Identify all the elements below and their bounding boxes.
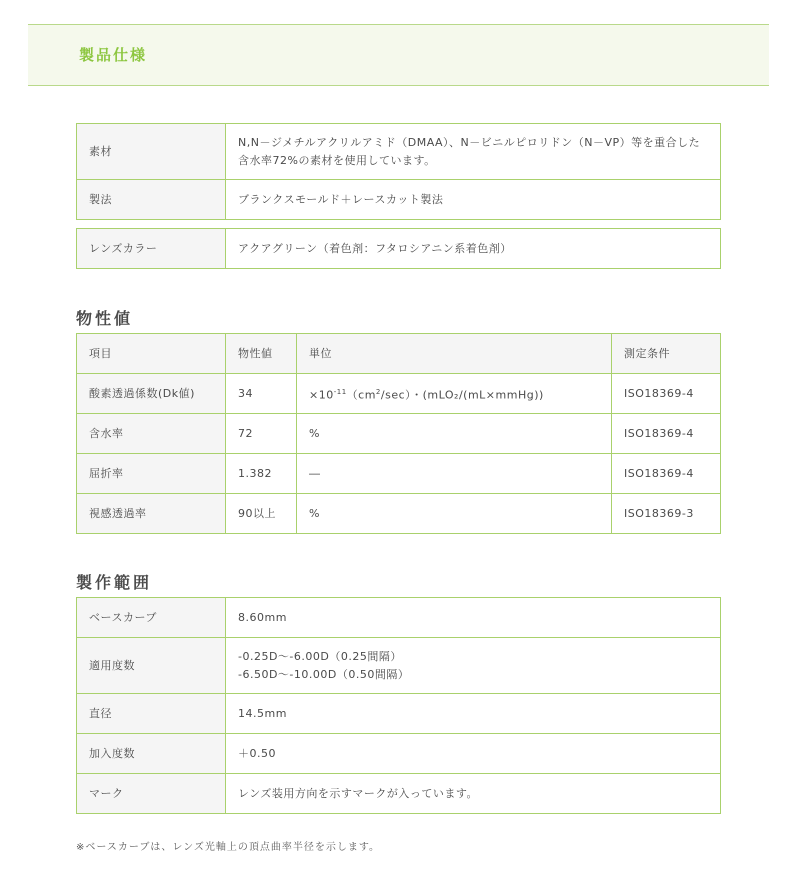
row-value-color: アクアグリーン（着色剤：フタロシアニン系着色剤）	[226, 229, 721, 269]
cell-unit: %	[297, 414, 612, 454]
page-title: 製品仕様	[79, 46, 148, 64]
material-line-1: N,N－ジメチルアクリルアミド（DMAA）、N－ビニルピロリドン（N－VP）等を重合した	[238, 135, 701, 149]
row-label-add-power: 加入度数	[77, 734, 226, 774]
physical-table	[76, 333, 721, 534]
cell-unit: $\times 10^{-11}(cm^2/\sec)$・(mLO₂/(mL×mmHg))	[297, 374, 612, 414]
cell-unit: %	[297, 494, 612, 534]
table-row	[77, 180, 721, 220]
table-row	[77, 454, 721, 494]
table-row	[77, 494, 721, 534]
row-value-material	[226, 124, 721, 180]
col-header-item: 項目	[77, 334, 226, 374]
cell-value: 34	[226, 374, 297, 414]
row-label-material: 素材	[77, 124, 226, 180]
spec-table-material	[76, 123, 721, 220]
table-row	[77, 734, 721, 774]
cell-item: 屈折率	[77, 454, 226, 494]
cell-item: 酸素透過係数(Dk値)	[77, 374, 226, 414]
power-line-2: -6.50D～-10.00D（0.50間隔）	[238, 667, 410, 681]
row-label-mark: マーク	[77, 774, 226, 814]
table-row	[77, 414, 721, 454]
cell-condition: ISO18369-3	[612, 494, 721, 534]
cell-condition: ISO18369-4	[612, 414, 721, 454]
col-header-value: 物性値	[226, 334, 297, 374]
cell-condition: ISO18369-4	[612, 454, 721, 494]
cell-item: 視感透過率	[77, 494, 226, 534]
table-row	[77, 229, 721, 269]
table-row	[77, 374, 721, 414]
row-label-method: 製法	[77, 180, 226, 220]
table-row	[77, 598, 721, 638]
table-row	[77, 124, 721, 180]
row-label-diameter: 直径	[77, 694, 226, 734]
range-table	[76, 597, 721, 814]
table-row	[77, 774, 721, 814]
row-value-diameter: 14.5mm	[226, 694, 721, 734]
footnote: ※ベースカーブは、レンズ光軸上の頂点曲率半径を示します。	[76, 842, 381, 853]
row-label-color: レンズカラー	[77, 229, 226, 269]
row-value-mark: レンズ装用方向を示すマークが入っています。	[226, 774, 721, 814]
spec-table-color	[76, 228, 721, 269]
power-line-1: -0.25D～-6.00D（0.25間隔）	[238, 649, 402, 663]
section-title-range: 製作範囲	[76, 573, 153, 592]
header-band	[28, 24, 769, 86]
cell-condition: ISO18369-4	[612, 374, 721, 414]
cell-item: 含水率	[77, 414, 226, 454]
cell-value: 72	[226, 414, 297, 454]
table-row	[77, 694, 721, 734]
table-header-row	[77, 334, 721, 374]
cell-value: 1.382	[226, 454, 297, 494]
row-value-power	[226, 638, 721, 694]
cell-unit: ―	[297, 454, 612, 494]
row-label-base-curve: ベースカーブ	[77, 598, 226, 638]
table-row	[77, 638, 721, 694]
row-label-power: 適用度数	[77, 638, 226, 694]
row-value-base-curve: 8.60mm	[226, 598, 721, 638]
row-value-method: ブランクスモールド＋レースカット製法	[226, 180, 721, 220]
col-header-unit: 単位	[297, 334, 612, 374]
cell-value: 90以上	[226, 494, 297, 534]
section-title-physical: 物性値	[76, 309, 134, 328]
material-line-2: 含水率72%の素材を使用しています。	[238, 153, 436, 167]
col-header-condition: 測定条件	[612, 334, 721, 374]
row-value-add-power: ＋0.50	[226, 734, 721, 774]
